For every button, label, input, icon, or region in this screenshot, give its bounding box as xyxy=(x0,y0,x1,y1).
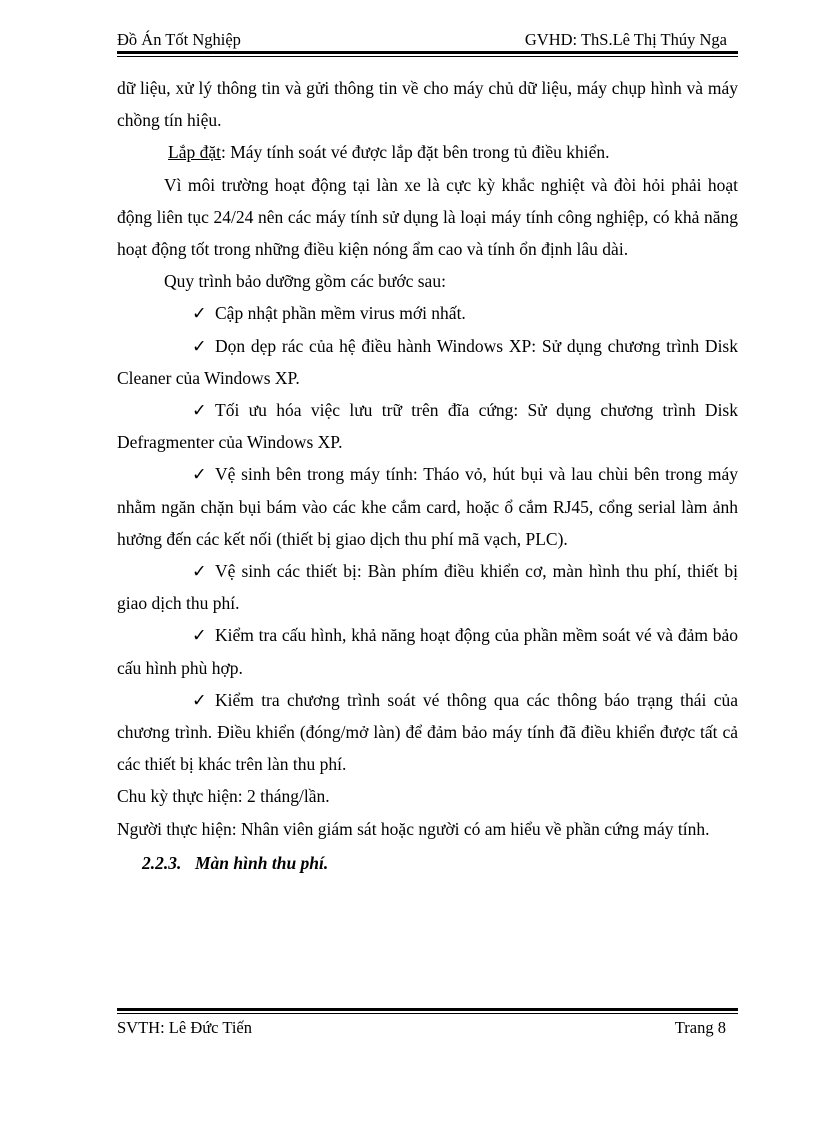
checkmark-icon: ✓ xyxy=(192,464,207,485)
page-header xyxy=(117,30,737,50)
list-item-text: Dọn dẹp rác của hệ điều hành Windows XP: Sử dụng chương trình Disk Cleaner của Windows XP. xyxy=(117,335,738,388)
checkmark-icon: ✓ xyxy=(192,689,207,710)
checkmark-icon: ✓ xyxy=(192,625,207,646)
header-title: Đồ Án Tốt Nghiệp xyxy=(117,30,241,49)
checkmark-icon: ✓ xyxy=(192,335,207,356)
section-number: 2.2.3. xyxy=(142,852,182,873)
list-item-text: Vệ sinh bên trong máy tính: Tháo vỏ, hút bụi và lau chùi bên trong máy nhằm ngăn chặn bụi bám vào các khe cắm card, hoặc ổ cắm RJ45, cổng serial làm ảnh hưởng đến các kết nối (thiết bị giao dịch thu phí mã vạch, PLC). xyxy=(117,464,738,549)
list-item-text: Tối ưu hóa việc lưu trữ trên đĩa cứng: Sử dụng chương trình Disk Defragmenter của Windows XP. xyxy=(117,400,738,453)
list-item-text: Cập nhật phần mềm virus mới nhất. xyxy=(215,303,466,324)
list-item-text: Kiểm tra chương trình soát vé thông qua các thông báo trạng thái của chương trình. Điều khiển (đóng/mở làn) để đảm bảo máy tính đã điều khiển được tất cả các thiết bị khác trên làn thu phí. xyxy=(117,689,738,775)
page-footer xyxy=(117,1018,738,1038)
checkmark-icon: ✓ xyxy=(192,400,207,421)
paragraph: dữ liệu, xử lý thông tin và gửi thông tin về cho máy chủ dữ liệu, máy chụp hình và máy chồng tín hiệu. xyxy=(117,78,738,131)
header-supervisor: GVHD: ThS.Lê Thị Thúy Nga xyxy=(524,30,727,49)
list-item-text: Kiểm tra cấu hình, khả năng hoạt động của phần mềm soát vé và đảm bảo cấu hình phù hợp. xyxy=(117,625,738,678)
list-item xyxy=(117,297,738,329)
list-item xyxy=(117,458,738,555)
list-item xyxy=(117,684,738,781)
checkmark-icon: ✓ xyxy=(192,561,207,582)
install-label: Lắp đặt xyxy=(168,142,221,163)
list-item xyxy=(117,394,738,458)
page-number: Trang 8 xyxy=(674,1018,726,1037)
footer-divider xyxy=(117,1008,738,1014)
list-item xyxy=(117,330,738,394)
paragraph: Vì môi trường hoạt động tại làn xe là cực kỳ khắc nghiệt và đòi hỏi phải hoạt động liên tục 24/24 nên các máy tính sử dụng là loại máy tính công nghiệp, có khả năng hoạt động tốt trong những điều kiện nóng ẩm cao và tính ổn định lâu dài. xyxy=(117,174,738,260)
document-body xyxy=(117,72,738,879)
header-divider xyxy=(117,51,738,57)
performer-paragraph: Người thực hiện: Nhân viên giám sát hoặc người có am hiểu về phần cứng máy tính. xyxy=(117,818,710,839)
install-text: : Máy tính soát vé được lắp đặt bên trong tủ điều khiển. xyxy=(220,142,610,163)
list-item-text: Vệ sinh các thiết bị: Bàn phím điều khiển cơ, màn hình thu phí, thiết bị giao dịch thu phí. xyxy=(117,561,738,614)
install-paragraph xyxy=(117,136,738,168)
cycle-paragraph: Chu kỳ thực hiện: 2 tháng/lần. xyxy=(117,786,330,807)
footer-author: SVTH: Lê Đức Tiến xyxy=(117,1018,252,1037)
list-item xyxy=(117,619,738,683)
checkmark-icon: ✓ xyxy=(192,303,207,324)
paragraph: Quy trình bảo dưỡng gồm các bước sau: xyxy=(164,271,446,292)
section-heading xyxy=(117,847,738,879)
list-item xyxy=(117,555,738,619)
section-title: Màn hình thu phí. xyxy=(195,852,329,873)
